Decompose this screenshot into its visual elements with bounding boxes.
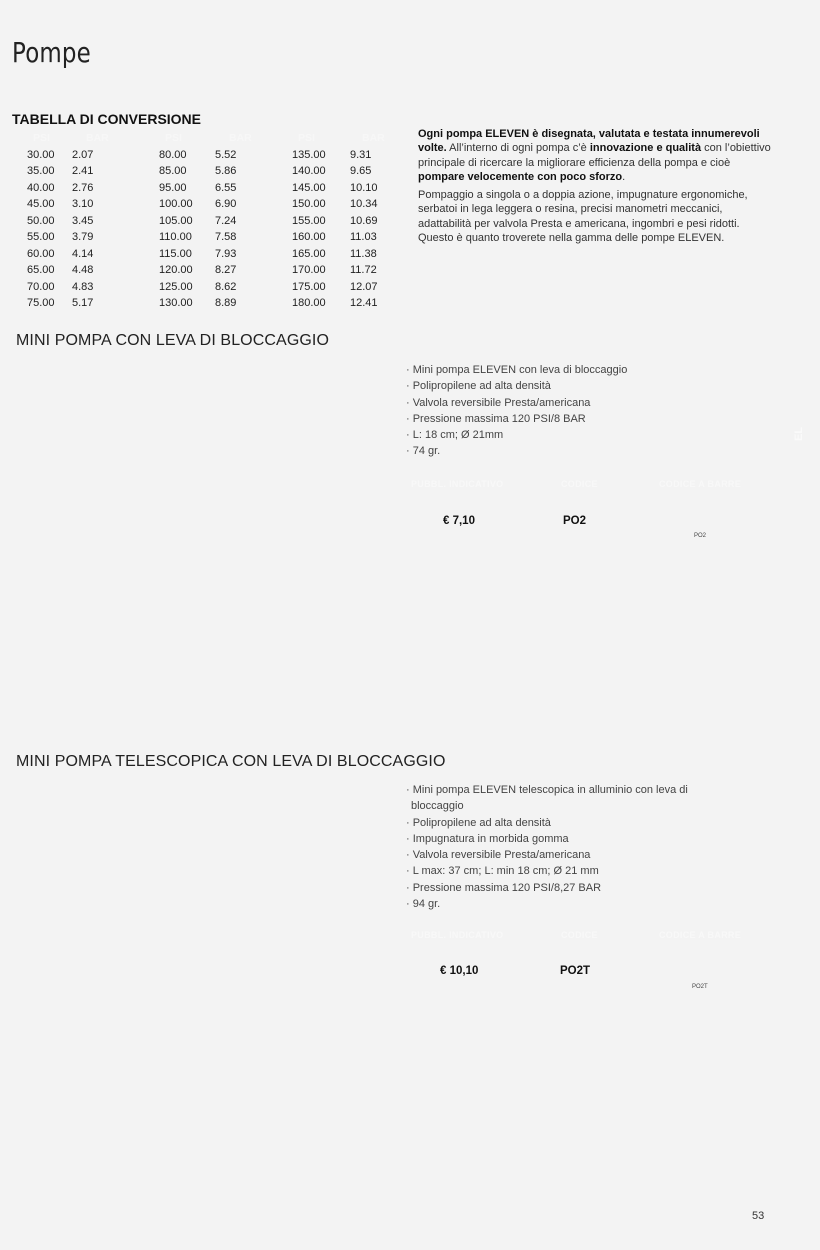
- table-row: [159, 279, 252, 296]
- bar-header: BAR: [86, 132, 109, 144]
- psi-value: 60.00: [27, 247, 55, 260]
- psi-value: 55.00: [27, 231, 55, 243]
- product-code: PO2T: [560, 965, 591, 977]
- intro-text: [418, 127, 773, 249]
- bar-value: 5.52: [215, 148, 237, 161]
- table-row: [27, 163, 109, 180]
- bar-value: 6.90: [215, 198, 237, 210]
- feature-item: · Valvola reversibile Presta/americana: [406, 849, 591, 862]
- table-row: [159, 196, 252, 213]
- bar-value: 11.38: [350, 247, 377, 260]
- feature-item: · Impugnatura in morbida gomma: [406, 832, 569, 845]
- conversion-rows: [292, 147, 385, 312]
- table-row: [159, 163, 252, 180]
- bar-value: 4.14: [72, 247, 94, 260]
- table-row: [292, 229, 385, 246]
- psi-value: 80.00: [159, 148, 187, 161]
- table-row: [292, 147, 385, 164]
- bar-value: 9.31: [350, 148, 372, 161]
- table-row: [292, 196, 385, 213]
- bar-value: 7.58: [215, 231, 237, 243]
- psi-value: 180.00: [292, 297, 326, 309]
- psi-value: 145.00: [292, 181, 326, 194]
- bar-header: BAR: [229, 132, 252, 144]
- table-row: [292, 279, 385, 296]
- bar-value: 3.45: [72, 214, 94, 227]
- psi-value: 135.00: [292, 148, 326, 161]
- psi-value: 85.00: [159, 165, 187, 177]
- bar-value: 7.24: [215, 214, 237, 227]
- bar-value: 3.79: [72, 231, 94, 243]
- bar-value: 8.89: [215, 297, 237, 309]
- conversion-table-block-1: [27, 130, 109, 312]
- psi-value: 70.00: [27, 280, 55, 293]
- intro-bold-2: innovazione e qualità: [589, 142, 702, 155]
- psi-value: 120.00: [159, 264, 193, 276]
- psi-value: 30.00: [27, 148, 55, 161]
- product-features: [406, 782, 726, 912]
- bar-value: 7.93: [215, 247, 237, 260]
- product-price: € 10,10: [440, 965, 479, 977]
- intro-text-1: All’interno di ogni pompa c’è: [446, 142, 590, 155]
- feature-item: · Pressione massima 120 PSI/8,27 BAR: [406, 881, 602, 894]
- page-number: 53: [752, 1210, 765, 1222]
- intro-text-2: con l’obiettivo principale di ricercare la migliorare efficienza della pompa e cioè: [418, 142, 771, 169]
- intro-bold-1: Ogni pompa ELEVEN è disegnata, valutata e testata innumerevoli volte.: [418, 128, 760, 155]
- psi-value: 75.00: [27, 297, 55, 309]
- conversion-table-header-row: [27, 130, 109, 147]
- table-row: [159, 262, 252, 279]
- feature-item: · Polipropilene ad alta densità: [406, 380, 551, 393]
- psi-value: 130.00: [159, 297, 193, 309]
- psi-value: 170.00: [292, 264, 326, 276]
- bar-value: 4.48: [72, 264, 94, 276]
- bar-value: 8.27: [215, 264, 237, 276]
- bar-value: 12.07: [350, 280, 378, 293]
- conversion-rows: [159, 147, 252, 312]
- psi-value: 50.00: [27, 214, 55, 227]
- product-code: PO2: [563, 515, 587, 527]
- table-row: [27, 196, 109, 213]
- psi-value: 95.00: [159, 181, 187, 194]
- bar-value: 2.07: [72, 148, 94, 161]
- psi-value: 65.00: [27, 264, 55, 276]
- table-row: [292, 262, 385, 279]
- feature-item: · 74 gr.: [406, 445, 441, 458]
- table-row: [27, 180, 109, 197]
- bar-value: 2.76: [72, 181, 94, 194]
- conversion-table-title: TABELLA DI CONVERSIONE: [12, 111, 202, 127]
- table-row: [27, 147, 109, 164]
- psi-value: 115.00: [159, 247, 192, 260]
- table-row: [27, 279, 109, 296]
- bar-header: BAR: [362, 132, 385, 144]
- intro-text-3: .: [622, 170, 626, 183]
- psi-value: 40.00: [27, 181, 55, 194]
- bar-value: 6.55: [215, 181, 237, 194]
- table-row: [292, 180, 385, 197]
- psi-value: 45.00: [27, 198, 55, 210]
- barcode-text: PO2T: [692, 984, 708, 990]
- feature-item: · L: 18 cm; Ø 21mm: [406, 429, 504, 442]
- conversion-table-block-3: [292, 130, 385, 312]
- table-row: [159, 213, 252, 230]
- feature-item: · Mini pompa ELEVEN con leva di bloccaggio: [406, 364, 628, 376]
- product-title: MINI POMPA TELESCOPICA CON LEVA DI BLOCCAGGIO: [16, 753, 446, 770]
- product-title: MINI POMPA CON LEVA DI BLOCCAGGIO: [16, 332, 329, 349]
- conversion-table-header-row: [159, 130, 252, 147]
- table-row: [159, 295, 252, 312]
- table-row: [27, 213, 109, 230]
- table-row: [27, 246, 109, 263]
- psi-header: PSI: [165, 132, 182, 144]
- bar-value: 10.34: [350, 198, 378, 210]
- price-header: PUBBL. INDICATIVO: [411, 479, 504, 489]
- feature-item: · 94 gr.: [406, 898, 441, 911]
- feature-item: · Pressione massima 120 PSI/8 BAR: [406, 412, 586, 425]
- bar-value: 4.83: [72, 280, 94, 293]
- psi-header: PSI: [298, 132, 315, 144]
- barcode-text: PO2: [694, 533, 707, 539]
- table-row: [159, 246, 252, 263]
- table-row: [27, 262, 109, 279]
- psi-value: 110.00: [159, 231, 192, 243]
- feature-item: · Mini pompa ELEVEN telescopica in alluminio con leva di bloccaggio: [406, 784, 688, 813]
- bar-value: 5.17: [72, 297, 94, 309]
- bar-value: 10.69: [350, 214, 378, 227]
- table-row: [159, 229, 252, 246]
- psi-value: 160.00: [292, 231, 326, 243]
- psi-value: 150.00: [292, 198, 326, 210]
- table-row: [159, 147, 252, 164]
- barcode-header: CODICE A BARRE: [659, 930, 742, 940]
- psi-value: 105.00: [159, 214, 193, 227]
- code-header: CODICE: [561, 930, 598, 940]
- bar-value: 5.86: [215, 165, 237, 177]
- barcode-header: CODICE A BARRE: [659, 479, 742, 489]
- bar-value: 3.10: [72, 198, 94, 210]
- bar-value: 9.65: [350, 165, 372, 177]
- conversion-table-header-row: [292, 130, 385, 147]
- feature-item: · Polipropilene ad alta densità: [406, 816, 551, 829]
- conversion-rows: [27, 147, 109, 312]
- table-row: [159, 180, 252, 197]
- psi-value: 100.00: [159, 198, 193, 210]
- psi-value: 165.00: [292, 247, 326, 260]
- side-tab-label: EL: [793, 426, 805, 441]
- product-price: € 7,10: [443, 515, 475, 527]
- bar-value: 11.03: [350, 231, 377, 243]
- psi-value: 155.00: [292, 214, 326, 227]
- table-row: [292, 213, 385, 230]
- table-row: [292, 163, 385, 180]
- bar-value: 10.10: [350, 181, 378, 194]
- feature-item: · L max: 37 cm; L: min 18 cm; Ø 21 mm: [406, 865, 599, 878]
- feature-item: · Valvola reversibile Presta/americana: [406, 396, 591, 409]
- table-row: [27, 229, 109, 246]
- intro-paragraph-1: [418, 127, 773, 184]
- table-row: [292, 295, 385, 312]
- psi-value: 125.00: [159, 280, 193, 293]
- product-features: [406, 362, 726, 460]
- intro-bold-3: pompare velocemente con poco sforzo: [418, 170, 623, 183]
- page-title: Pompe: [12, 36, 91, 69]
- conversion-table-block-2: [159, 130, 252, 312]
- psi-value: 35.00: [27, 165, 55, 177]
- intro-paragraph-2: Pompaggio a singola o a doppia azione, impugnature ergonomiche, serbatoi in lega leggera o resina, precisi manometri meccanici, adattabilità per valvola Presta e americana, ingombri e pesi ridotti.: [418, 189, 748, 230]
- intro-paragraph-3: Questo è quanto troverete nella gamma delle pompe ELEVEN.: [418, 232, 725, 245]
- psi-header: PSI: [33, 132, 50, 144]
- table-row: [292, 246, 385, 263]
- bar-value: 12.41: [350, 297, 378, 309]
- bar-value: 8.62: [215, 280, 237, 293]
- bar-value: 2.41: [72, 165, 94, 177]
- psi-value: 175.00: [292, 280, 326, 293]
- bar-value: 11.72: [350, 264, 377, 276]
- table-row: [27, 295, 109, 312]
- price-header: PUBBL. INDICATIVO: [411, 930, 504, 940]
- psi-value: 140.00: [292, 165, 326, 177]
- code-header: CODICE: [561, 479, 598, 489]
